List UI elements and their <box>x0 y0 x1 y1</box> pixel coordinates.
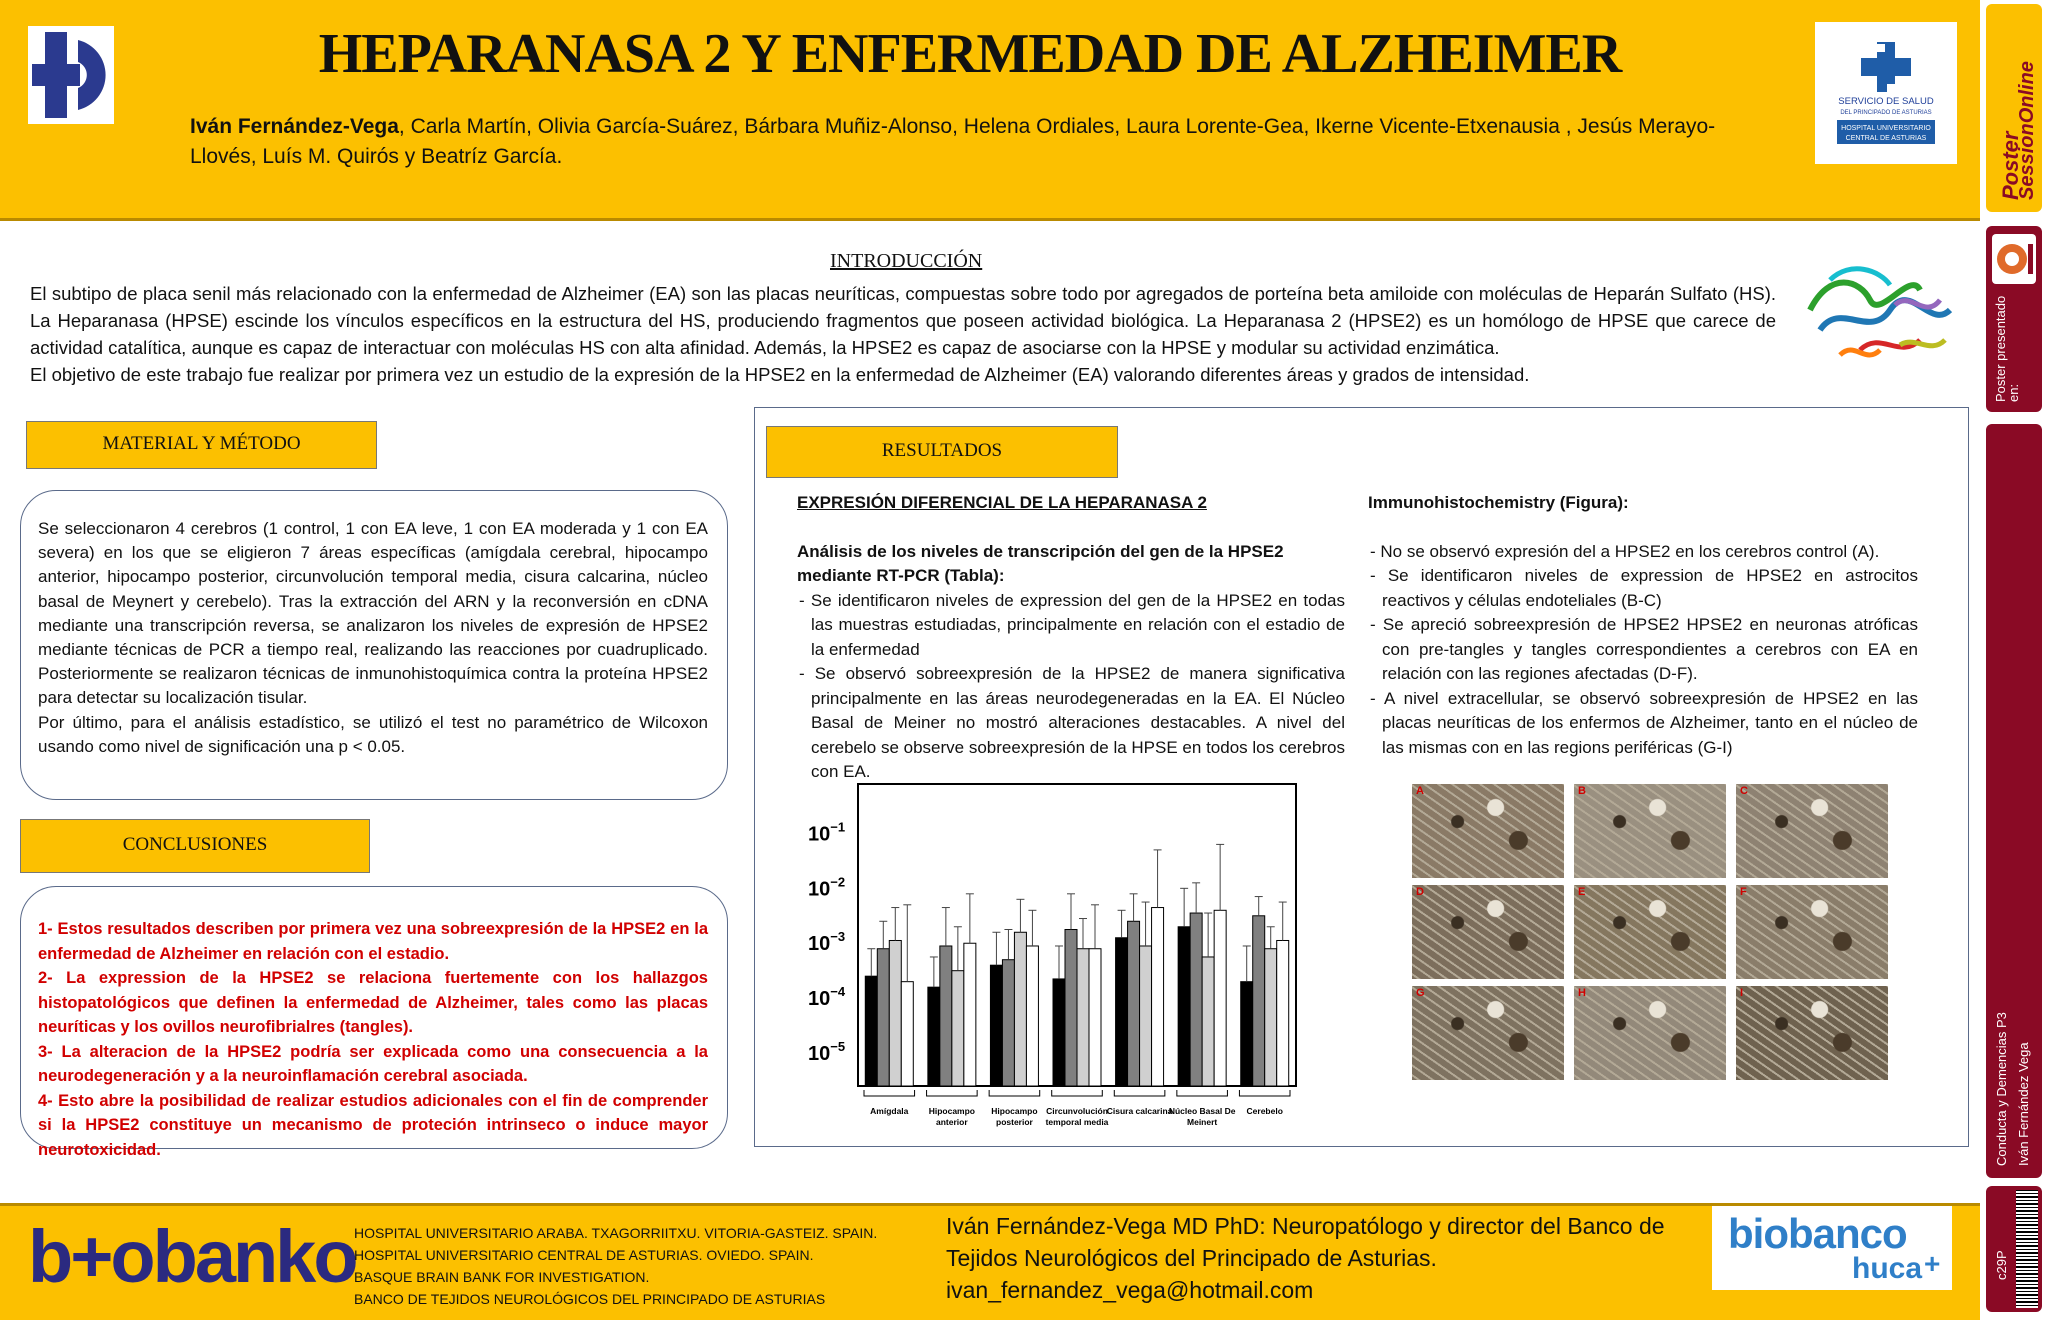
x-tick-label <box>991 1106 1037 1127</box>
bar-ea-severa <box>1026 946 1038 1086</box>
bar-ea-leve <box>1190 913 1202 1086</box>
x-tick-line: Cisura calcarina <box>1106 1106 1173 1116</box>
intro-text <box>30 280 1776 388</box>
micrograph-tile <box>1412 986 1564 1080</box>
x-tick-line: anterior <box>936 1117 968 1127</box>
rtpcr-subheading: Análisis de los niveles de transcripción del gen de la HPSE2 mediante RT-PCR (Tabla): <box>797 541 1284 585</box>
bar-ea-severa <box>1214 910 1226 1086</box>
conclusion-item: 2- La expression de la HPSE2 se relaciona fuertemente con los hallazgos histopatológicos que definen la enfermedad de Alzheimer, tales como las placas neuríticas y los ovillos neurofibrialres (tangles). <box>38 969 708 1036</box>
y-tick-exponent: −2 <box>830 874 846 890</box>
micrograph-label: E <box>1578 886 1586 898</box>
bar-ea-moderada <box>1014 932 1026 1086</box>
cross-logo-icon <box>28 26 114 124</box>
x-tick-label <box>1169 1106 1236 1127</box>
intro-title: INTRODUCCIÓN <box>830 250 983 272</box>
conclusion-item: 4- Esto abre la posibilidad de realizar estudios adicionales con el fin de comprender si la HPSE2 constituye un mecanismo de proteción intrinseco o induce mayor neurotoxicidad. <box>38 1091 708 1159</box>
micrograph-label: A <box>1416 785 1424 797</box>
bar-control <box>990 965 1002 1086</box>
micrograph-tile <box>1574 986 1726 1080</box>
x-tick-line: Amígdala <box>870 1106 909 1116</box>
ihc-heading: Immunohistochemistry (Figura): <box>1368 493 1629 512</box>
huca-text: huca <box>1852 1252 1923 1285</box>
methods-title: MATERIAL Y MÉTODO <box>102 433 301 454</box>
ihc-item: - Se apreció sobreexpresión de HPSE2 HPSE2 en neuronas atróficas con pre-tangles y tangles correspondientes a cerebros con EA en relación con las regiones afectadas (D-F). <box>1370 615 1918 683</box>
y-tick-label: $10^{-2}$ <box>808 874 846 901</box>
bar-control <box>1178 927 1190 1086</box>
category-bracket <box>864 1090 915 1096</box>
category-bracket <box>927 1090 978 1096</box>
bar-control <box>928 987 940 1086</box>
poster-code: c29P <box>1994 1250 2009 1280</box>
micrograph-tile <box>1736 986 1888 1080</box>
bar-ea-moderada <box>1077 949 1089 1086</box>
logo-line2: DEL PRINCIPADO DE ASTURIAS <box>1840 110 1932 116</box>
x-tick-line: Cerebelo <box>1246 1106 1283 1116</box>
health-service-logo-icon <box>1815 22 1957 164</box>
y-tick-exponent: −4 <box>830 984 846 1000</box>
y-tick-label: $10^{-1}$ <box>808 819 846 846</box>
bar-ea-moderada <box>1202 957 1214 1086</box>
conclusion-item: 1- Estos resultados describen por primera vez una sobreexpresión de la HPSE2 en la enfermedad de Alzheimer en relación con el estadio. <box>38 920 708 963</box>
results-tab <box>766 426 1118 478</box>
bar-ea-severa <box>1277 940 1289 1086</box>
micrograph-label: H <box>1578 987 1586 999</box>
brand-poster: Poster <box>1998 131 2023 200</box>
micrograph-tile <box>1574 885 1726 979</box>
contact-line: Iván Fernández-Vega MD PhD: Neuropatólogo y director del Banco de <box>946 1213 1665 1239</box>
session-name: Conducta y Demencias P3 <box>1994 1012 2009 1166</box>
ihc-item: - No se observó expresión del a HPSE2 en los cerebros control (A). <box>1370 541 1880 561</box>
institution-line: HOSPITAL UNIVERSITARIO ARABA. TXAGORRIITXU. VITORIA-GASTEIZ. SPAIN. <box>354 1225 878 1241</box>
presented-at-panel <box>1986 226 2042 412</box>
bar-ea-severa <box>901 982 913 1086</box>
x-tick-line: Circunvolución <box>1046 1106 1108 1116</box>
plus-icon: + <box>1924 1248 1941 1279</box>
session-panel <box>1986 424 2042 1178</box>
x-tick-label <box>870 1106 909 1116</box>
bar-control <box>1241 982 1253 1086</box>
logo-line4: CENTRAL DE ASTURIAS <box>1845 135 1927 142</box>
ihc-list <box>1368 540 1918 761</box>
micrograph-tile <box>1412 885 1564 979</box>
poster-session-badge <box>1986 4 2042 212</box>
biobanco-huca-logo <box>1712 1206 1952 1290</box>
methods-text <box>38 517 708 759</box>
lead-author: Iván Fernández-Vega <box>190 115 399 138</box>
x-tick-label <box>1247 1106 1283 1116</box>
brand-session: SessionOnline <box>2016 61 2038 200</box>
logo-line1: SERVICIO DE SALUD <box>1838 96 1934 107</box>
ihc-micrograph-grid <box>1412 784 1894 1084</box>
bar-control <box>1116 938 1128 1086</box>
sespa-logo <box>1815 22 1957 164</box>
x-tick-label <box>1107 1106 1173 1116</box>
biobanko-logo: b+obanko <box>28 1215 356 1298</box>
x-tick-line: Núcleo Basal De <box>1168 1106 1236 1116</box>
protein-structure-image <box>1800 250 1960 376</box>
x-tick-line: temporal media <box>1045 1117 1109 1127</box>
micrograph-label: D <box>1416 886 1424 898</box>
conclusions-text <box>38 917 708 1162</box>
category-bracket <box>1114 1090 1165 1096</box>
bar-ea-leve <box>877 949 889 1086</box>
y-tick-exponent: −3 <box>830 929 846 945</box>
congress-logo-icon <box>1992 234 2036 284</box>
conclusion-item: 3- La alteracion de la HPSE2 podría ser explicada como una consecuencia a la neurodegeneración y a la neuroinflamación cerebral asociada. <box>38 1042 708 1085</box>
results-ihc <box>1368 491 1918 760</box>
bar-ea-leve <box>1128 921 1140 1086</box>
bar-ea-leve <box>940 946 952 1086</box>
category-bracket <box>1177 1090 1228 1096</box>
ihc-item: - Se identificaron niveles de expression de HPSE2 en astrocitos reactivos y células endoteliales (B-C) <box>1370 566 1918 610</box>
rtpcr-list <box>797 589 1345 785</box>
footer-contact <box>946 1210 1665 1306</box>
contact-line: Tejidos Neurológicos del Principado de Asturias. <box>946 1245 1437 1271</box>
micrograph-tile <box>1574 784 1726 878</box>
bar-ea-leve <box>1002 960 1014 1086</box>
intro-paragraph: El subtipo de placa senil más relacionado con la enfermedad de Alzheimer (EA) son las placas neuríticas, compuestas sobre todo por agregados de porteína beta amiloide con moléculas de Heparán Sulfato (HS). La Heparanasa (HPSE) escinde los vínculos específicos en la estructura del HS, produciendo fragmentos que poseen actividad biológica. La Heparanasa 2 (HPSE2) es un homólogo de HPSE que carece de actividad catalítica, aunque es capaz de interactuar con moléculas HS con alta afinidad. Además, la HPSE2 es capaz de asociarse con la HPSE y modular su actividad enzimática. <box>30 283 1776 358</box>
institution-line: BANCO DE TEJIDOS NEUROLÓGICOS DEL PRINCIPADO DE ASTURIAS <box>354 1291 826 1307</box>
institution-line: BASQUE BRAIN BANK FOR INVESTIGATION. <box>354 1269 650 1285</box>
bar-ea-severa <box>1089 949 1101 1086</box>
bar-ea-moderada <box>889 940 901 1086</box>
micrograph-label: F <box>1740 886 1747 898</box>
x-tick-line: Hipocampo <box>991 1106 1038 1116</box>
rtpcr-item: - Se observó sobreexpresión de la HPSE2 de manera significativa principalmente en las áreas neurodegeneradas en la EA. El Núcleo Basal de Meiner no mostró alteraciones destacables. A nivel del cerebelo se observe sobreexpresión de la HPSE en todos los cerebros con EA. <box>799 664 1345 781</box>
footer-institutions <box>354 1222 877 1310</box>
biobanco-text: biobanco <box>1728 1210 1907 1257</box>
y-tick-label: $10^{-5}$ <box>808 1039 846 1066</box>
category-bracket <box>989 1090 1040 1096</box>
micrograph-label: I <box>1740 987 1744 999</box>
logo-line3: HOSPITAL UNIVERSITARIO <box>1841 125 1931 132</box>
institution-line: HOSPITAL UNIVERSITARIO CENTRAL DE ASTURIAS. OVIEDO. SPAIN. <box>354 1247 814 1263</box>
conclusions-tab <box>20 819 370 873</box>
x-tick-line: posterior <box>996 1117 1033 1127</box>
author-list <box>190 112 1750 172</box>
presented-label: Poster presentado en: <box>1993 295 2021 402</box>
micrograph-tile <box>1736 885 1888 979</box>
y-tick-exponent: −5 <box>830 1039 846 1055</box>
results-heading: EXPRESIÓN DIFERENCIAL DE LA HEPARANASA 2 <box>797 493 1207 512</box>
hpse2-expression-chart <box>790 772 1318 1138</box>
bar-ea-severa <box>964 943 976 1086</box>
bar-ea-moderada <box>1265 949 1277 1086</box>
x-tick-label <box>1046 1106 1109 1127</box>
micrograph-tile <box>1736 784 1888 878</box>
rtpcr-item: - Se identificaron niveles de expression del gen de la HPSE2 en todas las muestras estudiadas, principalmente en relación con el estadio de la enfermedad <box>799 590 1345 659</box>
x-tick-line: Hipocampo <box>928 1106 975 1116</box>
methods-paragraph: Se seleccionaron 4 cerebros (1 control, 1 con EA leve, 1 con EA moderada y 1 con EA severa) en los que se eligieron 7 áreas específicas (amígdala cerebral, hipocampo anterior, hipocampo posterior, circunvolución temporal media, cisura calcarina, núcleo basal de Meynert y cerebelo). Tras la extracción del ARN y la reconversión en cDNA mediante una transcripción reversa, se analizaron los niveles de expresión de HPSE2 mediante técnicas de PCR a tiempo real, realizando las reacciones por cuadruplicado. Posteriormente se realizaron técnicas de inmunohistoquímica contra la proteína HPSE2 para detectar su localización tisular. <box>38 519 708 708</box>
contact-email[interactable]: ivan_fernandez_vega@hotmail.com <box>946 1277 1314 1303</box>
micrograph-tile <box>1412 784 1564 878</box>
session-author: Iván Fernández Vega <box>2016 1042 2031 1166</box>
y-tick-label: $10^{-3}$ <box>808 929 846 956</box>
poster-code-panel <box>1986 1186 2042 1312</box>
hospital-logo-left <box>28 26 114 124</box>
x-tick-line: Meinert <box>1187 1117 1218 1127</box>
category-bracket <box>1239 1090 1290 1096</box>
bar-control <box>865 976 877 1086</box>
y-tick-label: $10^{-4}$ <box>808 984 846 1011</box>
intro-objective: El objetivo de este trabajo fue realizar por primera vez un estudio de la expresión de la HPSE2 en la enfermedad de Alzheimer (EA) valorando diferentes áreas y grados de intensidad. <box>30 364 1530 385</box>
category-bracket <box>1052 1090 1103 1096</box>
bar-ea-severa <box>1152 908 1164 1086</box>
micrograph-label: G <box>1416 987 1425 999</box>
bar-ea-leve <box>1065 930 1077 1086</box>
methods-tab <box>26 421 377 469</box>
bar-ea-leve <box>1253 916 1265 1086</box>
bar-ea-moderada <box>952 971 964 1086</box>
ihc-item: - A nivel extracellular, se observó sobreexpresión de HPSE2 en las placas neuríticas de los enfermos de Alzheimer, tanto en el núcleo de las mismas con en las regions periféricas (G-I) <box>1370 688 1918 757</box>
poster-title: HEPARANASA 2 Y ENFERMEDAD DE ALZHEIMER <box>318 23 1622 85</box>
methods-statistics: Por último, para el análisis estadístico, se utilizó el test no paramétrico de Wilcoxon usando como nivel de significación una p < 0.05. <box>38 712 708 756</box>
results-rtpcr <box>797 491 1345 785</box>
micrograph-label: C <box>1740 785 1748 797</box>
bar-control <box>1053 979 1065 1086</box>
barcode <box>2016 1190 2038 1308</box>
x-tick-label <box>929 1106 975 1127</box>
micrograph-label: B <box>1578 785 1586 797</box>
results-title: RESULTADOS <box>881 440 1003 461</box>
coauthors: , Carla Martín, Olivia García-Suárez, Bárbara Muñiz-Alonso, Helena Ordiales, Laura Lorente-Gea, Ikerne Vicente-Etxenausia , Jesús Merayo-Llovés, Luís M. Quirós y Beatríz García. <box>190 115 1716 168</box>
conclusions-title: CONCLUSIONES <box>122 834 268 855</box>
bar-ea-moderada <box>1140 946 1152 1086</box>
y-tick-exponent: −1 <box>830 819 846 835</box>
